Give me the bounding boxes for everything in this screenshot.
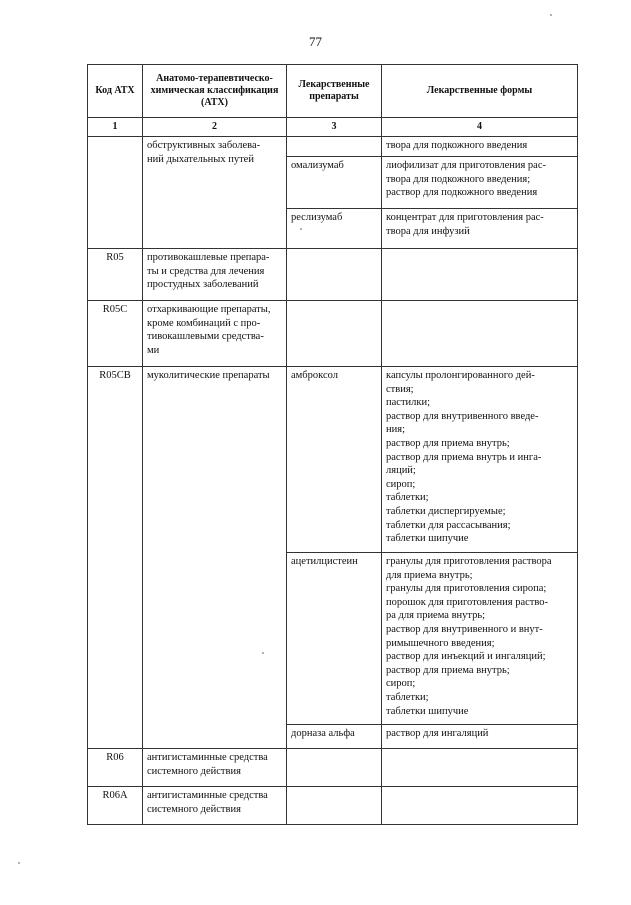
header-classification: Анатомо-терапевтическо-химическая классификация (АТХ)	[143, 65, 287, 118]
column-number: 3	[287, 118, 382, 137]
table-row	[88, 787, 578, 825]
scan-speck	[550, 14, 552, 16]
drug-cell: дорназа альфа	[287, 725, 382, 749]
classification-cell: муколитические препараты	[143, 367, 287, 749]
drug-cell: реслизумаб	[287, 209, 382, 249]
classification-cell: обструктивных заболева- ний дыхательных путей	[143, 137, 287, 249]
header-forms: Лекарственные формы	[382, 65, 578, 118]
classification-cell: антигистаминные средства системного действия	[143, 749, 287, 787]
column-numbers-row	[88, 118, 578, 137]
forms-cell: капсулы пролонгированного дей- ствия; пастилки; раствор для внутривенного введе- ния; раствор для приема внутрь; раствор для приема внутрь и инга- ляций; сироп; таблетки; таблетки диспергируемые; таблетки для рассасывания; таблетки шипучие	[382, 367, 578, 553]
drug-cell	[287, 787, 382, 825]
forms-cell	[382, 749, 578, 787]
atc-code-cell: R05C	[88, 301, 143, 367]
forms-cell: гранулы для приготовления раствора для приема внутрь; гранулы для приготовления сиропа; порошок для приготовления раство- ра для приема внутрь; раствор для внутривенного и внут- римышечного введения; раствор для инъекций и ингаляций; раствор для приема внутрь; сироп; таблетки; таблетки шипучие	[382, 553, 578, 725]
forms-cell: концентрат для приготовления рас- твора для инфузий	[382, 209, 578, 249]
drug-cell: амброксол	[287, 367, 382, 553]
atc-code-cell: R05	[88, 249, 143, 301]
scan-speck	[300, 228, 302, 230]
table-row	[88, 249, 578, 301]
atc-code-cell	[88, 137, 143, 249]
forms-cell	[382, 301, 578, 367]
atc-code-cell: R06A	[88, 787, 143, 825]
column-number: 2	[143, 118, 287, 137]
classification-cell: отхаркивающие препараты, кроме комбинаций с про- тивокашлевыми средства- ми	[143, 301, 287, 367]
header-code: Код АТХ	[88, 65, 143, 118]
atc-code-cell: R06	[88, 749, 143, 787]
drug-cell	[287, 301, 382, 367]
drug-cell: омализумаб	[287, 157, 382, 209]
forms-cell: раствор для ингаляций	[382, 725, 578, 749]
drug-cell: ацетилцистеин	[287, 553, 382, 725]
classification-cell: противокашлевые препара- ты и средства для лечения простудных заболеваний	[143, 249, 287, 301]
table-row	[88, 301, 578, 367]
forms-cell	[382, 249, 578, 301]
drug-cell	[287, 249, 382, 301]
table-row	[88, 137, 578, 157]
forms-cell: твора для подкожного введения	[382, 137, 578, 157]
drug-cell	[287, 749, 382, 787]
page-number: 77	[309, 34, 322, 49]
scan-speck	[18, 862, 20, 864]
forms-cell: лиофилизат для приготовления рас- твора для подкожного введения; раствор для подкожного введения	[382, 157, 578, 209]
table-header-row	[88, 65, 578, 118]
column-number: 4	[382, 118, 578, 137]
table-row	[88, 367, 578, 553]
header-drugs: Лекарственные препараты	[287, 65, 382, 118]
atc-code-cell: R05CB	[88, 367, 143, 749]
forms-cell	[382, 787, 578, 825]
classification-cell: антигистаминные средства системного действия	[143, 787, 287, 825]
table-row	[88, 749, 578, 787]
scan-speck	[262, 652, 264, 654]
column-number: 1	[88, 118, 143, 137]
atc-table	[87, 64, 578, 825]
drug-cell	[287, 137, 382, 157]
